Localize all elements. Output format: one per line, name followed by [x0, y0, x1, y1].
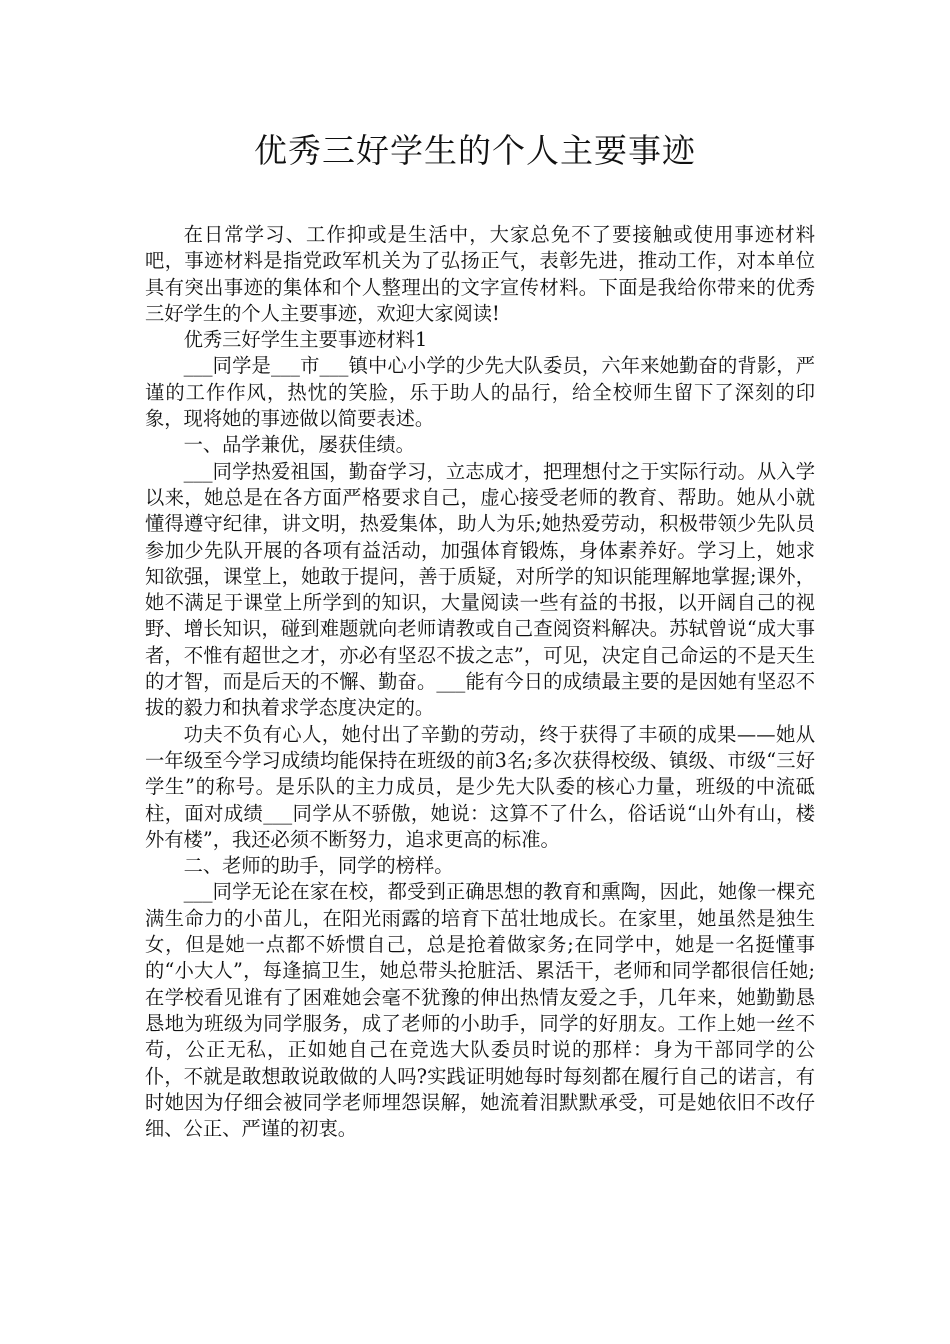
- body-paragraph: ___同学无论在家在校，都受到正确思想的教育和熏陶，因此，她像一棵充满生命力的小苗儿，在阳光雨露的培育下茁壮地成长。在家里，她虽然是独生女，但是她一点都不娇惯自己，总是抢着做家务;在同学中，她是一名挺懂事的“小大人”，每逢搞卫生，她总带头抢脏活、累活干，老师和同学都很信任她;在学校看见谁有了困难她会毫不犹豫的伸出热情友爱之手，几年来，她勤勤恳恳地为班级为同学服务，成了老师的小助手，同学的好朋友。工作上她一丝不苟，公正无私，正如她自己在竞选大队委员时说的那样：身为干部同学的公仆，不就是敢想敢说敢做的人吗?实践证明她每时每刻都在履行自己的诺言，有时她因为仔细会被同学老师埋怨误解，她流着泪默默承受，可是她依旧不改仔细、公正、严谨的初衷。: [145, 880, 815, 1141]
- body-paragraph: 功夫不负有心人，她付出了辛勤的劳动，终于获得了丰硕的成果——她从一年级至今学习成绩均能保持在班级的前3名;多次获得校级、镇级、市级“三好学生”的称号。是乐队的主力成员，是少先大队委的核心力量，班级的中流砥柱，面对成绩___同学从不骄傲，她说：这算不了什么，俗话说“山外有山，楼外有楼”，我还必须不断努力，追求更高的标准。: [145, 722, 815, 851]
- subheading-1: 一、品学兼优，屡获佳绩。: [183, 433, 415, 457]
- document-body: [145, 222, 815, 1142]
- body-paragraph: ___同学是___市___镇中心小学的少先大队委员，六年来她勤奋的背影，严谨的工作作风，热忱的笑脸，乐于助人的品行，给全校师生留下了深刻的印象，现将她的事迹做以简要表述。: [145, 354, 815, 431]
- section-heading-material-1: 优秀三好学生主要事迹材料1: [183, 328, 428, 352]
- document-title: 优秀三好学生的个人主要事迹: [254, 131, 696, 170]
- body-paragraph: ___同学热爱祖国，勤奋学习，立志成才，把理想付之于实际行动。从入学以来，她总是在各方面严格要求自己，虚心接受老师的教育、帮助。她从小就懂得遵守纪律，讲文明，热爱集体，助人为乐;她热爱劳动，积极带领少先队员参加少先队开展的各项有益活动，加强体育锻炼，身体素养好。学习上，她求知欲强，课堂上，她敢于提问，善于质疑，对所学的知识能理解地掌握;课外，她不满足于课堂上所学到的知识，大量阅读一些有益的书报，以开阔自己的视野、增长知识，碰到难题就向老师请教或自己查阅资料解决。苏轼曾说“成大事者，不惟有超世之才，亦必有坚忍不拔之志”，可见，决定自己命运的不是天生的才智，而是后天的不懈、勤奋。___能有今日的成绩最主要的是因她有坚忍不拔的毅力和执着求学态度决定的。: [145, 459, 815, 720]
- intro-paragraph: 在日常学习、工作抑或是生活中，大家总免不了要接触或使用事迹材料吧，事迹材料是指党政军机关为了弘扬正气，表彰先进，推动工作，对本单位具有突出事迹的集体和个人整理出的文字宣传材料。下面是我给你带来的优秀三好学生的个人主要事迹，欢迎大家阅读!: [145, 223, 815, 325]
- subheading-2: 二、老师的助手，同学的榜样。: [183, 854, 454, 878]
